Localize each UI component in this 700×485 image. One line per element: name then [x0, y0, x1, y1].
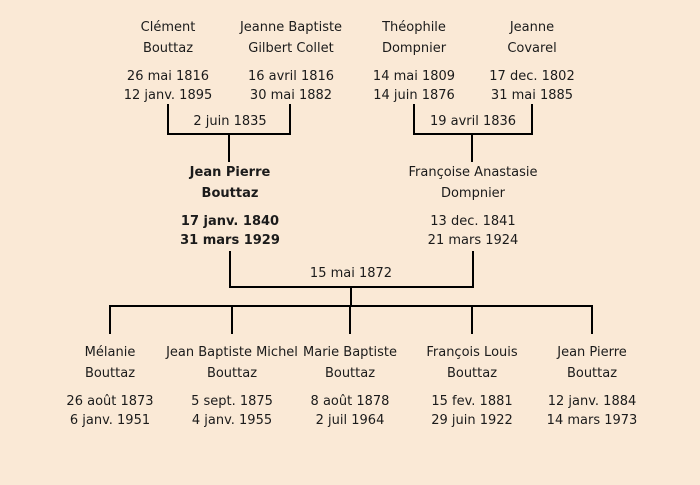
- child3-drop: [349, 305, 351, 334]
- child2-drop: [231, 305, 233, 334]
- person-birth-date: 15 fev. 1881: [431, 394, 513, 409]
- person-name-line: François Louis: [426, 345, 518, 360]
- person-name-line: Clément: [140, 20, 196, 35]
- person-birth-date: 8 août 1878: [310, 394, 390, 409]
- person-birth-date: 16 avril 1816: [247, 69, 335, 84]
- person-name-line: Bouttaz: [142, 41, 194, 56]
- person-jean-pierre-bouttaz-jr[interactable]: [547, 342, 638, 430]
- child5-drop: [591, 305, 593, 334]
- person-death-date: 31 mars 1929: [180, 233, 280, 248]
- person-jeanne-covarel[interactable]: [489, 17, 574, 105]
- person-marie-baptiste-bouttaz[interactable]: [303, 342, 397, 430]
- child1-drop: [109, 305, 111, 334]
- person-birth-date: 5 sept. 1875: [191, 394, 273, 409]
- marriage1-child-drop: [228, 133, 230, 162]
- person-birth-date: 13 dec. 1841: [430, 214, 516, 229]
- person-jean-baptiste-michel-bouttaz[interactable]: [166, 342, 298, 430]
- person-birth-date: 26 mai 1816: [126, 69, 210, 84]
- person-name-line: Bouttaz: [206, 366, 258, 381]
- person-melanie-bouttaz[interactable]: [66, 342, 153, 430]
- marriage3-left-stub: [229, 251, 231, 288]
- person-name-line: Covarel: [507, 41, 557, 56]
- marriage1-right-stub: [289, 104, 291, 135]
- person-birth-date: 17 dec. 1802: [489, 69, 575, 84]
- person-name-line: Françoise Anastasie: [408, 165, 538, 180]
- marriage2-bar: [413, 133, 533, 135]
- marriage3-child-drop: [350, 286, 352, 307]
- marriage1-date-label: 2 juin 1835: [193, 114, 267, 129]
- marriage1-left-stub: [167, 104, 169, 135]
- person-name-line: Bouttaz: [446, 366, 498, 381]
- marriage2-child-drop: [471, 133, 473, 162]
- person-name-line: Bouttaz: [201, 186, 259, 201]
- person-name-line: Dompnier: [440, 186, 506, 201]
- marriage3-date-label: 15 mai 1872: [309, 266, 393, 281]
- person-death-date: 2 juil 1964: [315, 413, 385, 428]
- person-death-date: 14 juin 1876: [373, 88, 455, 103]
- person-jeanne-baptiste-gilbert-collet[interactable]: [240, 17, 342, 105]
- sibling-rail: [109, 305, 593, 307]
- person-name-line: Bouttaz: [566, 366, 618, 381]
- person-name-line: Bouttaz: [324, 366, 376, 381]
- marriage2-left-stub: [413, 104, 415, 135]
- person-name-line: Jeanne: [509, 20, 555, 35]
- person-death-date: 6 janv. 1951: [69, 413, 151, 428]
- person-name-line: Théophile: [382, 20, 446, 35]
- person-birth-date: 14 mai 1809: [372, 69, 456, 84]
- person-death-date: 31 mai 1885: [490, 88, 574, 103]
- person-death-date: 12 janv. 1895: [123, 88, 213, 103]
- person-name-line: Jean Baptiste Michel: [166, 345, 298, 360]
- person-name-line: Jeanne Baptiste: [239, 20, 343, 35]
- person-name-line: Jean Pierre: [557, 345, 627, 360]
- person-name-line: Marie Baptiste: [303, 345, 397, 360]
- person-birth-date: 17 janv. 1840: [180, 214, 280, 229]
- person-death-date: 21 mars 1924: [427, 233, 519, 248]
- person-death-date: 14 mars 1973: [546, 413, 638, 428]
- marriage2-date-label: 19 avril 1836: [429, 114, 517, 129]
- marriage2-right-stub: [531, 104, 533, 135]
- person-birth-date: 26 août 1873: [66, 394, 154, 409]
- person-name-line: Dompnier: [381, 41, 447, 56]
- marriage3-right-stub: [472, 251, 474, 288]
- person-death-date: 29 juin 1922: [431, 413, 513, 428]
- person-birth-date: 12 janv. 1884: [547, 394, 637, 409]
- person-francois-louis-bouttaz[interactable]: [426, 342, 517, 430]
- person-francoise-anastasie-dompnier[interactable]: [408, 162, 537, 250]
- person-name-line: Gilbert Collet: [248, 41, 334, 56]
- person-name-line: Jean Pierre: [189, 165, 271, 180]
- person-death-date: 30 mai 1882: [249, 88, 333, 103]
- person-death-date: 4 janv. 1955: [191, 413, 273, 428]
- person-theophile-dompnier[interactable]: [373, 17, 455, 105]
- person-name-line: Bouttaz: [84, 366, 136, 381]
- person-clement-bouttaz[interactable]: [124, 17, 213, 105]
- person-jean-pierre-bouttaz-sr[interactable]: [180, 162, 280, 250]
- child4-drop: [471, 305, 473, 334]
- person-name-line: Mélanie: [84, 345, 136, 360]
